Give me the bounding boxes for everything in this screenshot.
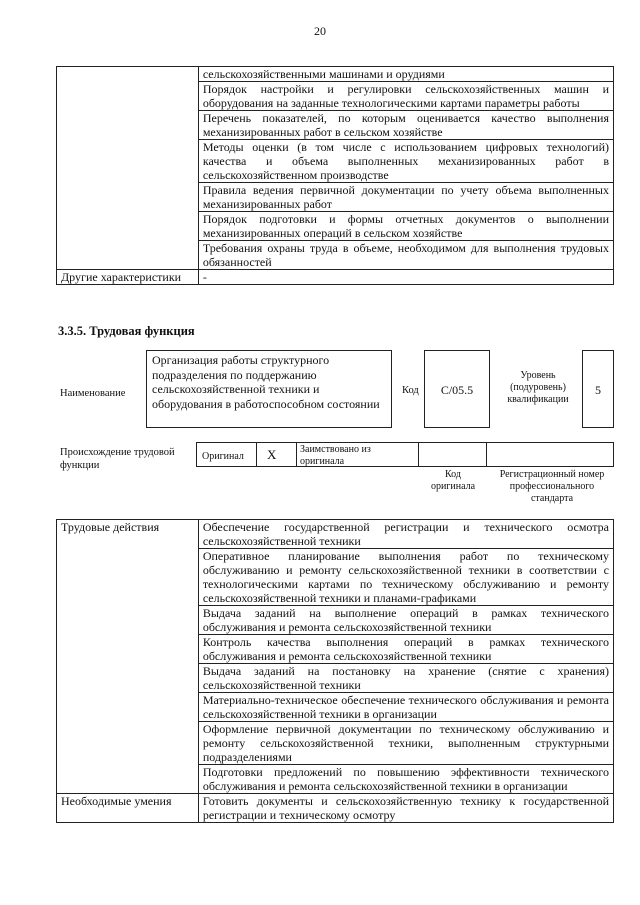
reg-number-caption: Регистрационный номер профессионального стандарта	[499, 469, 605, 504]
knowledge-item: Порядок подготовки и формы отчетных документов о выполнении механизированных операций в сельском хозяйстве	[198, 212, 613, 241]
name-label: Наименование	[60, 388, 126, 399]
function-name-box	[146, 350, 392, 428]
other-characteristics-value: -	[198, 270, 613, 285]
code-box	[424, 350, 490, 428]
required-skills-label: Необходимые умения	[57, 794, 199, 823]
section-title: 3.3.5. Трудовая функция	[58, 324, 195, 338]
function-name: Организация работы структурного подразделения по поддержанию сельскохозяйственной техники и оборудования в работоспособном состоянии	[152, 353, 380, 411]
original-mark: Х	[267, 447, 277, 462]
level-box	[582, 350, 614, 428]
labor-action-item: Выдача заданий на выполнение операций в рамках технического обслуживания и ремонта сельскохозяйственной техники	[198, 606, 613, 635]
knowledge-item: Правила ведения первичной документации по учету объема выполненных механизированных работ	[198, 183, 613, 212]
knowledge-item: Методы оценки (в том числе с использованием цифровых технологий) качества и объема выполненных механизированных работ в сельскохозяйственном производстве	[198, 140, 613, 183]
knowledge-item: Порядок настройки и регулировки сельскохозяйственных машин и оборудования на заданные технологическими картами параметры работы	[198, 82, 613, 111]
labor-action-item: Подготовки предложений по повышению эффективности технического обслуживания и ремонта сельскохозяйственной техники в организации	[198, 765, 613, 794]
origin-divider	[486, 442, 487, 467]
other-characteristics-label: Другие характеристики	[57, 270, 199, 285]
level-value: 5	[595, 383, 601, 397]
knowledge-item: сельскохозяйственными машинами и орудиями	[198, 67, 613, 82]
borrowed-label: Заимствовано из оригинала	[300, 444, 371, 467]
knowledge-item: Требования охраны труда в объеме, необходимом для выполнения трудовых обязанностей	[198, 241, 613, 270]
table-row	[57, 270, 614, 285]
origin-label: Происхождение трудовой функции	[60, 447, 175, 471]
origin-divider	[418, 442, 419, 467]
required-skill-item: Готовить документы и сельскохозяйственную технику к государственной регистрации и техническому осмотру	[198, 794, 613, 823]
knowledge-table	[56, 66, 614, 285]
labor-action-item: Материально-техническое обеспечение технического обслуживания и ремонта сельскохозяйственной техники в организации	[198, 693, 613, 722]
table-row	[57, 794, 614, 823]
knowledge-label-cell	[57, 67, 199, 270]
labor-actions-label: Трудовые действия	[57, 520, 199, 794]
labor-action-item: Обеспечение государственной регистрации и технического осмотра сельскохозяйственной техники	[198, 520, 613, 549]
code-value: С/05.5	[440, 383, 474, 397]
labor-action-item: Оперативное планирование выполнения работ по техническому обслуживанию и ремонту сельскохозяйственной техники в соответствии с технологическими картами по техническому обслуживанию и ремонту сельскохозяйственной техники и планами-графиками	[198, 549, 613, 606]
table-row	[57, 520, 614, 549]
code-original-caption: Код оригинала	[430, 469, 476, 492]
knowledge-item: Перечень показателей, по которым оценивается качество выполнения механизированных работ в сельском хозяйстве	[198, 111, 613, 140]
origin-divider	[296, 442, 297, 467]
labor-action-item: Выдача заданий на постановку на хранение (снятие с хранения) сельскохозяйственной техники	[198, 664, 613, 693]
page-number: 20	[314, 24, 326, 38]
labor-actions-table	[56, 519, 614, 823]
origin-divider	[256, 442, 257, 467]
labor-action-item: Оформление первичной документации по техническому обслуживанию и ремонту сельскохозяйственной техники, выполненным структурными подразделениями	[198, 722, 613, 765]
table-row	[57, 67, 614, 82]
labor-action-item: Контроль качества выполнения операций в рамках технического обслуживания и ремонта сельскохозяйственной техники	[198, 635, 613, 664]
code-label: Код	[402, 385, 419, 396]
level-label: Уровень (подуровень) квалификации	[507, 370, 569, 405]
original-label: Оригинал	[202, 451, 244, 462]
